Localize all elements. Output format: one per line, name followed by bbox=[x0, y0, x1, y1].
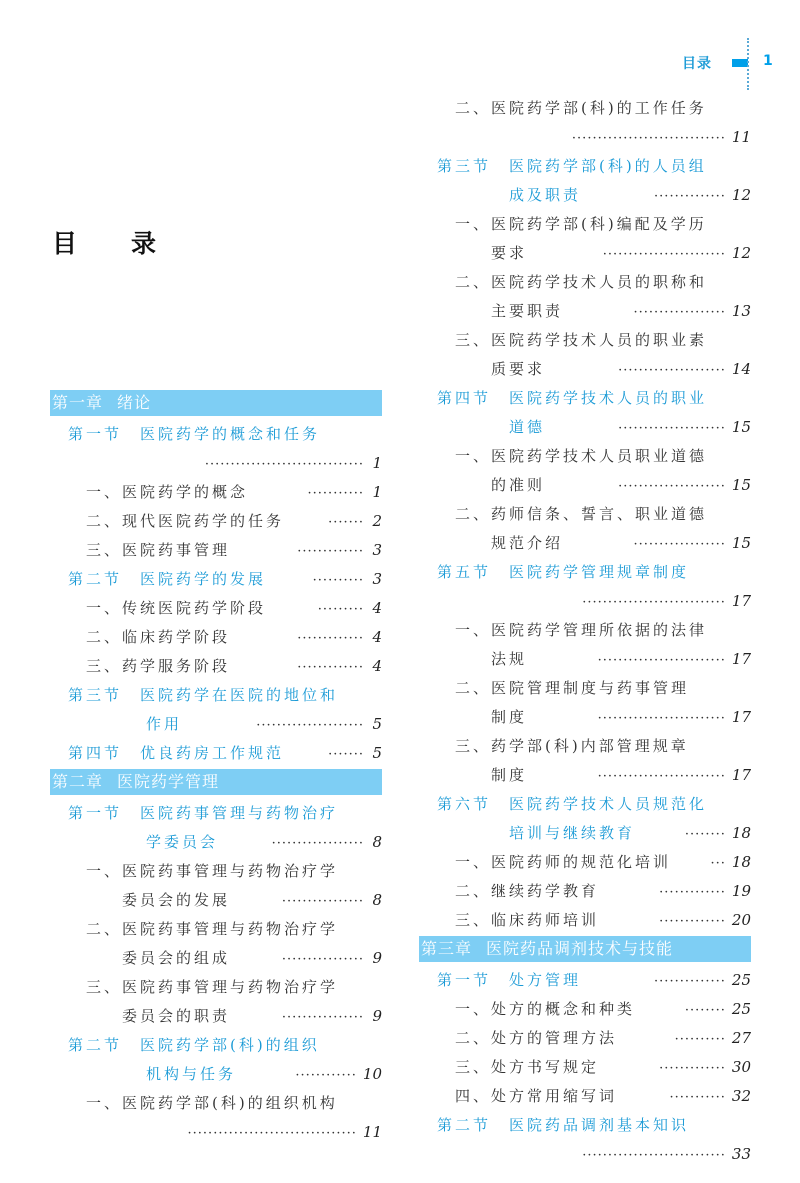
toc-section-entry[interactable] bbox=[419, 413, 751, 442]
entry-page-number: 3 bbox=[372, 570, 382, 588]
toc-item-entry[interactable] bbox=[50, 478, 382, 507]
section-number: 第三节 bbox=[437, 157, 492, 175]
dot-leader: ········ bbox=[684, 827, 726, 842]
dot-leader: ············· bbox=[297, 631, 364, 646]
toc-item-entry[interactable] bbox=[419, 1053, 751, 1082]
entry-title: 医院药品调剂基本知识 bbox=[509, 1116, 690, 1134]
entry-title: 一、医院药事管理与药物治疗学 bbox=[86, 862, 339, 880]
toc-item-entry[interactable] bbox=[419, 1082, 751, 1111]
entry-title: 医院药学在医院的地位和 bbox=[140, 686, 339, 704]
toc-item-entry[interactable] bbox=[50, 944, 382, 973]
entry-title: 处方管理 bbox=[509, 971, 582, 989]
toc-item-entry[interactable] bbox=[50, 857, 382, 886]
entry-title: 二、临床药学阶段 bbox=[86, 628, 231, 646]
toc-section-entry[interactable] bbox=[419, 181, 751, 210]
entry-title: 道德 bbox=[509, 418, 546, 436]
entry-page-number: 12 bbox=[731, 244, 751, 262]
header-dotted-divider bbox=[747, 38, 749, 90]
entry-title: 作用 bbox=[146, 715, 183, 733]
entry-page-number: 33 bbox=[731, 1145, 751, 1163]
entry-title: 一、医院药学的概念 bbox=[86, 483, 249, 501]
page-leader bbox=[572, 123, 751, 153]
dot-leader: ························· bbox=[597, 653, 726, 668]
dot-leader: ············· bbox=[659, 1061, 726, 1076]
toc-chapter-heading[interactable] bbox=[50, 390, 382, 416]
page-leader bbox=[685, 995, 751, 1025]
entry-title: 规范介绍 bbox=[491, 534, 564, 552]
toc-item-entry[interactable] bbox=[50, 652, 382, 681]
entry-page-number: 11 bbox=[362, 1123, 382, 1141]
entry-title: 一、医院药师的规范化培训 bbox=[455, 853, 672, 871]
entry-title: 医院药事管理与药物治疗 bbox=[140, 804, 339, 822]
toc-section-entry[interactable] bbox=[50, 828, 382, 857]
toc-item-entry[interactable] bbox=[419, 761, 751, 790]
page-leader bbox=[328, 739, 382, 769]
entry-page-number: 20 bbox=[731, 911, 751, 929]
dot-leader: ················ bbox=[281, 952, 364, 967]
toc-section-entry[interactable] bbox=[419, 1111, 751, 1140]
page-leader bbox=[659, 1053, 751, 1083]
dot-leader: ····················· bbox=[618, 363, 726, 378]
dot-leader: ····················· bbox=[618, 421, 726, 436]
entry-title: 法规 bbox=[491, 650, 528, 668]
dot-leader: ························· bbox=[597, 711, 726, 726]
entry-page-number: 8 bbox=[372, 891, 382, 909]
entry-page-number: 15 bbox=[731, 534, 751, 552]
toc-entry-continuation[interactable] bbox=[419, 587, 751, 616]
chapter-title: 医院药学管理 bbox=[117, 772, 220, 791]
chapter-title: 医院药品调剂技术与技能 bbox=[486, 939, 674, 958]
entry-title: 三、临床药师培训 bbox=[455, 911, 600, 929]
toc-item-entry[interactable] bbox=[419, 645, 751, 674]
page-leader bbox=[318, 594, 382, 624]
toc-entry-continuation[interactable] bbox=[419, 123, 751, 152]
page-leader bbox=[308, 478, 382, 508]
entry-title: 医院药学管理规章制度 bbox=[509, 563, 690, 581]
toc-item-entry[interactable] bbox=[419, 1024, 751, 1053]
toc-item-entry[interactable] bbox=[419, 732, 751, 761]
dot-leader: ············· bbox=[297, 660, 364, 675]
entry-title: 成及职责 bbox=[509, 186, 582, 204]
toc-chapter-heading[interactable] bbox=[419, 936, 751, 962]
page-leader bbox=[297, 652, 382, 682]
page-leader bbox=[654, 966, 751, 996]
toc-section-entry[interactable] bbox=[50, 710, 382, 739]
entry-title: 四、处方常用缩写词 bbox=[455, 1087, 618, 1105]
dot-leader: ·········· bbox=[312, 573, 364, 588]
entry-title: 三、医院药事管理与药物治疗学 bbox=[86, 978, 339, 996]
section-number: 第一节 bbox=[437, 971, 492, 989]
entry-page-number: 13 bbox=[731, 302, 751, 320]
dot-leader: ············· bbox=[659, 885, 726, 900]
entry-title: 制度 bbox=[491, 766, 528, 784]
toc-left-column bbox=[50, 389, 382, 1147]
toc-item-entry[interactable] bbox=[419, 877, 751, 906]
toc-item-entry[interactable] bbox=[50, 1002, 382, 1031]
toc-item-entry[interactable] bbox=[50, 536, 382, 565]
page-leader bbox=[634, 529, 751, 559]
entry-page-number: 15 bbox=[731, 418, 751, 436]
section-number: 第一节 bbox=[68, 425, 123, 443]
toc-section-entry[interactable] bbox=[50, 681, 382, 710]
entry-title: 的准则 bbox=[491, 476, 546, 494]
toc-section-entry[interactable] bbox=[50, 420, 382, 449]
toc-item-entry[interactable] bbox=[50, 507, 382, 536]
dot-leader: ················ bbox=[281, 894, 364, 909]
entry-page-number: 4 bbox=[372, 657, 382, 675]
dot-leader: ························· bbox=[597, 769, 726, 784]
page-leader bbox=[669, 1082, 751, 1112]
entry-title: 二、医院药学部(科)的工作任务 bbox=[455, 99, 707, 117]
toc-item-entry[interactable] bbox=[419, 326, 751, 355]
dot-leader: ···························· bbox=[582, 1148, 726, 1163]
page-leader bbox=[598, 703, 751, 733]
toc-item-entry[interactable] bbox=[419, 529, 751, 558]
dot-leader: ······· bbox=[328, 747, 364, 762]
entry-page-number: 5 bbox=[372, 744, 382, 762]
entry-title: 主要职责 bbox=[491, 302, 564, 320]
toc-item-entry[interactable] bbox=[419, 500, 751, 529]
dot-leader: ··········· bbox=[669, 1090, 726, 1105]
page-leader bbox=[675, 1024, 751, 1054]
entry-title: 三、药学部(科)内部管理规章 bbox=[455, 737, 689, 755]
section-number: 第五节 bbox=[437, 563, 492, 581]
toc-item-entry[interactable] bbox=[419, 210, 751, 239]
dot-leader: ·················· bbox=[271, 836, 364, 851]
entry-page-number: 17 bbox=[731, 650, 751, 668]
entry-page-number: 19 bbox=[731, 882, 751, 900]
chapter-number: 第三章 bbox=[421, 939, 473, 958]
dot-leader: ·············· bbox=[654, 189, 726, 204]
entry-page-number: 18 bbox=[731, 853, 751, 871]
toc-item-entry[interactable] bbox=[50, 623, 382, 652]
entry-page-number: 30 bbox=[731, 1058, 751, 1076]
toc-item-entry[interactable] bbox=[419, 442, 751, 471]
page-leader bbox=[659, 877, 751, 907]
page-leader bbox=[685, 819, 751, 849]
dot-leader: ··········· bbox=[307, 486, 364, 501]
toc-item-entry[interactable] bbox=[419, 471, 751, 500]
entry-page-number: 17 bbox=[731, 708, 751, 726]
toc-item-entry[interactable] bbox=[419, 268, 751, 297]
toc-section-entry[interactable] bbox=[50, 739, 382, 768]
entry-page-number: 27 bbox=[731, 1029, 751, 1047]
entry-page-number: 14 bbox=[731, 360, 751, 378]
toc-section-entry[interactable] bbox=[50, 799, 382, 828]
toc-section-entry[interactable] bbox=[419, 152, 751, 181]
entry-page-number: 17 bbox=[731, 766, 751, 784]
toc-item-entry[interactable] bbox=[419, 848, 751, 877]
dot-leader: ········ bbox=[684, 1003, 726, 1018]
dot-leader: ············ bbox=[295, 1068, 357, 1083]
page-title bbox=[52, 224, 156, 260]
page-leader bbox=[582, 1140, 751, 1170]
entry-title: 二、现代医院药学的任务 bbox=[86, 512, 285, 530]
entry-title: 一、医院药学部(科)的组织机构 bbox=[86, 1094, 338, 1112]
entry-title: 一、医院药学管理所依据的法律 bbox=[455, 621, 708, 639]
toc-item-entry[interactable] bbox=[50, 973, 382, 1002]
entry-page-number: 25 bbox=[731, 1000, 751, 1018]
entry-page-number: 8 bbox=[372, 833, 382, 851]
entry-title: 二、继续药学教育 bbox=[455, 882, 600, 900]
entry-page-number: 11 bbox=[731, 128, 751, 146]
entry-title: 委员会的职责 bbox=[122, 1007, 231, 1025]
section-number: 第四节 bbox=[68, 744, 123, 762]
page-leader bbox=[272, 828, 382, 858]
entry-title: 要求 bbox=[491, 244, 528, 262]
entry-page-number: 9 bbox=[372, 1007, 382, 1025]
section-number: 第六节 bbox=[437, 795, 492, 813]
toc-section-entry[interactable] bbox=[50, 1031, 382, 1060]
toc-item-entry[interactable] bbox=[419, 355, 751, 384]
toc-item-entry[interactable] bbox=[419, 995, 751, 1024]
page-leader bbox=[582, 587, 751, 617]
entry-title: 一、医院药学技术人员职业道德 bbox=[455, 447, 708, 465]
page-leader bbox=[297, 536, 382, 566]
entry-title: 三、医院药事管理 bbox=[86, 541, 231, 559]
entry-title: 三、药学服务阶段 bbox=[86, 657, 231, 675]
running-header-label: 目录 bbox=[682, 56, 712, 72]
dot-leader: ·············· bbox=[654, 974, 726, 989]
section-number: 第四节 bbox=[437, 389, 492, 407]
page-leader bbox=[618, 471, 751, 501]
header-accent-bar bbox=[732, 59, 748, 67]
page-leader bbox=[282, 886, 382, 916]
entry-title: 二、医院管理制度与药事管理 bbox=[455, 679, 690, 697]
toc-item-entry[interactable] bbox=[419, 906, 751, 935]
entry-page-number: 17 bbox=[731, 592, 751, 610]
dot-leader: ······· bbox=[328, 515, 364, 530]
toc-entry-continuation[interactable] bbox=[419, 1140, 751, 1169]
toc-section-entry[interactable] bbox=[419, 819, 751, 848]
toc-item-entry[interactable] bbox=[419, 239, 751, 268]
toc-item-entry[interactable] bbox=[419, 703, 751, 732]
entry-title: 医院药学技术人员规范化 bbox=[509, 795, 708, 813]
chapter-number: 第一章 bbox=[52, 393, 104, 412]
page-leader bbox=[282, 944, 382, 974]
dot-leader: ·················· bbox=[633, 537, 726, 552]
page-leader bbox=[297, 623, 382, 653]
dot-leader: ···························· bbox=[582, 595, 726, 610]
toc-section-entry[interactable] bbox=[419, 558, 751, 587]
entry-page-number: 32 bbox=[731, 1087, 751, 1105]
dot-leader: ····················· bbox=[618, 479, 726, 494]
section-number: 第二节 bbox=[437, 1116, 492, 1134]
toc-section-entry[interactable] bbox=[50, 1060, 382, 1089]
entry-page-number: 25 bbox=[731, 971, 751, 989]
toc-section-entry[interactable] bbox=[419, 790, 751, 819]
toc-item-entry[interactable] bbox=[419, 94, 751, 123]
toc-chapter-heading[interactable] bbox=[50, 769, 382, 795]
section-number: 第二节 bbox=[68, 570, 123, 588]
section-number: 第一节 bbox=[68, 804, 123, 822]
entry-page-number: 5 bbox=[372, 715, 382, 733]
toc-item-entry[interactable] bbox=[419, 616, 751, 645]
toc-item-entry[interactable] bbox=[419, 674, 751, 703]
page-leader bbox=[328, 507, 382, 537]
toc-section-entry[interactable] bbox=[419, 966, 751, 995]
dot-leader: ························ bbox=[602, 247, 726, 262]
toc-entry-continuation[interactable] bbox=[50, 449, 382, 478]
entry-page-number: 2 bbox=[372, 512, 382, 530]
entry-title: 医院药学的发展 bbox=[140, 570, 267, 588]
page-leader bbox=[205, 449, 382, 479]
entry-page-number: 12 bbox=[731, 186, 751, 204]
entry-page-number: 1 bbox=[372, 454, 382, 472]
toc-right-column bbox=[419, 94, 751, 1169]
entry-page-number: 1 bbox=[372, 483, 382, 501]
entry-title: 质要求 bbox=[491, 360, 546, 378]
toc-entry-continuation[interactable] bbox=[50, 1118, 382, 1147]
entry-title: 二、药师信条、誓言、职业道德 bbox=[455, 505, 708, 523]
entry-title: 一、医院药学部(科)编配及学历 bbox=[455, 215, 707, 233]
entry-page-number: 18 bbox=[731, 824, 751, 842]
dot-leader: ····················· bbox=[256, 718, 364, 733]
entry-title: 三、处方书写规定 bbox=[455, 1058, 600, 1076]
chapter-title: 绪论 bbox=[117, 393, 152, 412]
toc-section-entry[interactable] bbox=[50, 565, 382, 594]
dot-leader: ······························ bbox=[571, 131, 726, 146]
toc-item-entry[interactable] bbox=[419, 297, 751, 326]
entry-title: 委员会的组成 bbox=[122, 949, 231, 967]
dot-leader: ······························· bbox=[204, 457, 364, 472]
toc-item-entry[interactable] bbox=[50, 886, 382, 915]
entry-title: 三、医院药学技术人员的职业素 bbox=[455, 331, 708, 349]
entry-title: 优良药房工作规范 bbox=[140, 744, 285, 762]
toc-item-entry[interactable] bbox=[50, 1089, 382, 1118]
dot-leader: ················ bbox=[281, 1010, 364, 1025]
toc-item-entry[interactable] bbox=[50, 594, 382, 623]
entry-page-number: 15 bbox=[731, 476, 751, 494]
entry-title: 制度 bbox=[491, 708, 528, 726]
page-leader bbox=[295, 1060, 382, 1090]
dot-leader: ········· bbox=[317, 602, 364, 617]
dot-leader: ············· bbox=[659, 914, 726, 929]
chapter-number: 第二章 bbox=[52, 772, 104, 791]
dot-leader: ··· bbox=[710, 856, 726, 871]
entry-title: 医院药学的概念和任务 bbox=[140, 425, 321, 443]
entry-page-number: 3 bbox=[372, 541, 382, 559]
page-leader bbox=[188, 1118, 382, 1148]
entry-title: 机构与任务 bbox=[146, 1065, 237, 1083]
page-leader bbox=[659, 906, 751, 936]
entry-title: 医院药学部(科)的组织 bbox=[140, 1036, 320, 1054]
page-leader bbox=[654, 181, 751, 211]
page-leader bbox=[313, 565, 382, 595]
page-leader bbox=[598, 645, 751, 675]
page-leader bbox=[618, 413, 751, 443]
entry-title: 二、医院药事管理与药物治疗学 bbox=[86, 920, 339, 938]
toc-item-entry[interactable] bbox=[50, 915, 382, 944]
section-number: 第二节 bbox=[68, 1036, 123, 1054]
section-number: 第三节 bbox=[68, 686, 123, 704]
dot-leader: ·················· bbox=[633, 305, 726, 320]
entry-title: 医院药学技术人员的职业 bbox=[509, 389, 708, 407]
entry-title: 委员会的发展 bbox=[122, 891, 231, 909]
entry-page-number: 10 bbox=[362, 1065, 382, 1083]
entry-title: 二、医院药学技术人员的职称和 bbox=[455, 273, 708, 291]
toc-section-entry[interactable] bbox=[419, 384, 751, 413]
entry-title: 医院药学部(科)的人员组 bbox=[509, 157, 707, 175]
entry-title: 二、处方的管理方法 bbox=[455, 1029, 618, 1047]
page-leader bbox=[256, 710, 382, 740]
entry-page-number: 9 bbox=[372, 949, 382, 967]
title-char-2: 录 bbox=[131, 229, 157, 258]
entry-page-number: 4 bbox=[372, 628, 382, 646]
entry-title: 一、处方的概念和种类 bbox=[455, 1000, 636, 1018]
entry-title: 学委员会 bbox=[146, 833, 219, 851]
entry-title: 培训与继续教育 bbox=[509, 824, 636, 842]
page-leader bbox=[711, 848, 752, 878]
page-leader bbox=[634, 297, 751, 327]
page-leader bbox=[282, 1002, 382, 1032]
dot-leader: ································· bbox=[187, 1126, 357, 1141]
page-leader bbox=[598, 761, 751, 791]
page-leader bbox=[603, 239, 751, 269]
page-header bbox=[0, 0, 800, 100]
entry-page-number: 4 bbox=[372, 599, 382, 617]
page-number: 1 bbox=[763, 53, 773, 69]
dot-leader: ············· bbox=[297, 544, 364, 559]
dot-leader: ·········· bbox=[674, 1032, 726, 1047]
entry-title: 一、传统医院药学阶段 bbox=[86, 599, 267, 617]
page-leader bbox=[618, 355, 751, 385]
title-char-1: 目 bbox=[52, 229, 78, 258]
